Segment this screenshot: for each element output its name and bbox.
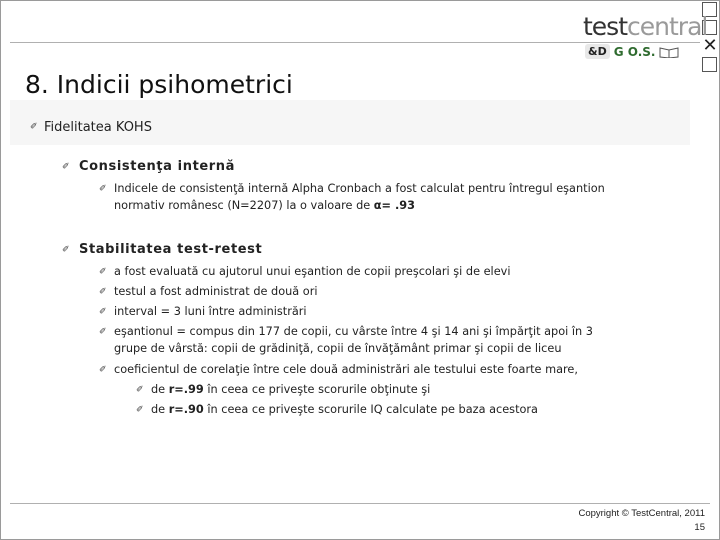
testcentral-logo	[583, 12, 708, 67]
stability-item-5: coeficientul de corelaţie între cele două administrări ale testului este foarte mare,	[114, 363, 578, 376]
bullet-icon: ✐	[99, 184, 107, 194]
stability-item-2: testul a fost administrat de două ori	[114, 285, 318, 298]
partner-logo-ad: &D	[585, 44, 610, 59]
correlation-value-2: r=.90	[168, 403, 204, 416]
bottom-divider	[10, 503, 710, 504]
close-icon[interactable]: ✕	[702, 35, 718, 56]
bullet-icon: ✐	[62, 245, 70, 255]
consistency-heading: Consistenţa internă	[79, 159, 236, 174]
partner-logos	[583, 44, 703, 59]
stability-item-3: interval = 3 luni între administrări	[114, 305, 307, 318]
logo-wordmark: testcentral	[583, 12, 708, 41]
book-icon	[659, 46, 679, 58]
stability-item-4-line2: grupe de vârstă: copii de grădiniţă, copii de învăţământ primar şi copii de liceu	[114, 342, 562, 355]
correlation-sub-1: de r=.99 în ceea ce priveşte scorurile obţinute şi	[151, 383, 431, 396]
bullet-icon: ✐	[99, 327, 107, 337]
correlation-value-1: r=.99	[168, 383, 204, 396]
stability-item-4-line1: eşantionul = compus din 177 de copii, cu vârste între 4 şi 14 ani şi împărţit apoi în 3	[114, 325, 593, 338]
bullet-icon: ✐	[30, 122, 38, 132]
footer	[578, 507, 705, 535]
consistency-text-line1: Indicele de consistenţă internă Alpha Cronbach a fost calculat pentru întregul eşantion	[114, 182, 605, 195]
bullet-icon: ✐	[136, 385, 144, 395]
partner-logo-gos: G O.S.	[613, 44, 656, 59]
copyright-text: Copyright © TestCentral, 2011	[578, 508, 705, 519]
slide-title: 8. Indicii psihometrici	[25, 70, 293, 99]
consistency-text-line2: normativ românesc (N=2207) la o valoare de α= .93	[114, 199, 415, 212]
maximize-icon[interactable]	[702, 57, 717, 72]
stability-heading: Stabilitatea test-retest	[79, 242, 263, 257]
bullet-icon: ✐	[99, 365, 107, 375]
level1-heading: Fidelitatea KOHS	[44, 120, 152, 135]
bullet-icon: ✐	[62, 162, 70, 172]
bullet-icon: ✐	[99, 307, 107, 317]
stability-item-1: a fost evaluată cu ajutorul unui eşantion de copii preşcolari şi de elevi	[114, 265, 511, 278]
page-number: 15	[694, 522, 705, 533]
alpha-value: α= .93	[373, 199, 415, 212]
correlation-sub-2: de r=.90 în ceea ce priveşte scorurile IQ calculate pe baza acestora	[151, 403, 538, 416]
bullet-icon: ✐	[99, 287, 107, 297]
bullet-icon: ✐	[99, 267, 107, 277]
bullet-icon: ✐	[136, 405, 144, 415]
